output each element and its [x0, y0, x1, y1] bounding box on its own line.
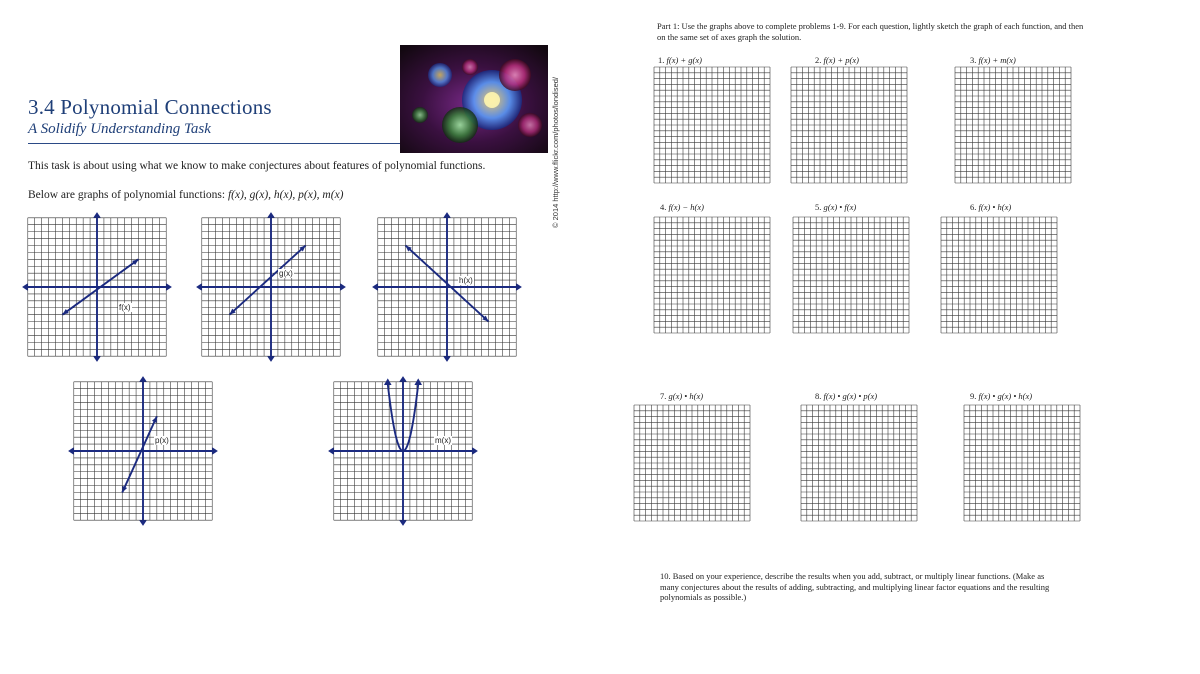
page-subtitle: A Solidify Understanding Task — [28, 121, 211, 137]
problem-expression: f(x) − h(x) — [668, 202, 704, 212]
answer-grid[interactable] — [633, 404, 751, 522]
function-label: p(x) — [155, 436, 169, 445]
problem-label — [815, 55, 859, 65]
axis-arrow — [472, 447, 478, 455]
problem-number: 4. — [660, 202, 669, 212]
axis-arrow — [443, 212, 451, 218]
graph-canvas — [374, 214, 520, 360]
graph-canvas — [198, 214, 344, 360]
answer-grid[interactable] — [800, 404, 918, 522]
problem-expression: f(x) + g(x) — [666, 55, 702, 65]
axis-arrow — [399, 520, 407, 526]
axis-arrow — [139, 376, 147, 382]
function-curve — [122, 416, 157, 492]
answer-grid[interactable] — [792, 216, 910, 334]
problem-expression: g(x) • f(x) — [823, 202, 857, 212]
problem-label — [815, 391, 877, 401]
problem-expression: f(x) + m(x) — [978, 55, 1016, 65]
problem-number: 3. — [970, 55, 979, 65]
problem-label — [970, 202, 1011, 212]
problem-number: 5. — [815, 202, 824, 212]
axis-arrow — [372, 283, 378, 291]
graph-g — [202, 218, 348, 364]
problem-expression: f(x) • h(x) — [978, 202, 1012, 212]
problem-number: 6. — [970, 202, 979, 212]
axis-arrow — [212, 447, 218, 455]
problem-expression: f(x) • g(x) • p(x) — [823, 391, 878, 401]
problem-number: 7. — [660, 391, 669, 401]
graph-p — [74, 382, 220, 528]
axis-arrow — [196, 283, 202, 291]
graph-f — [28, 218, 174, 364]
problem-expression: f(x) + p(x) — [823, 55, 859, 65]
function-label: m(x) — [435, 436, 451, 445]
graph-h — [378, 218, 524, 364]
problem-expression: f(x) • g(x) • h(x) — [978, 391, 1033, 401]
function-label: g(x) — [279, 269, 293, 278]
intro-text: This task is about using what we know to make conjectures about features of polynomial functions. — [28, 160, 486, 172]
axis-arrow — [340, 283, 346, 291]
answer-grid[interactable] — [790, 66, 908, 184]
answer-grid[interactable] — [940, 216, 1058, 334]
axis-arrow — [22, 283, 28, 291]
fractal-image — [400, 45, 548, 153]
graphs-intro-functions: f(x), g(x), h(x), p(x), m(x) — [227, 189, 344, 201]
function-label: h(x) — [459, 276, 473, 285]
photo-credit: © 2014 http://www.flickr.com/photos/londised/ — [551, 76, 560, 228]
graph-canvas — [24, 214, 170, 360]
axis-arrow — [267, 212, 275, 218]
answer-grid[interactable] — [653, 66, 771, 184]
problem-label — [660, 202, 704, 212]
page-title: 3.4 Polynomial Connections — [28, 95, 272, 119]
graphs-intro — [28, 189, 344, 201]
question-10: 10. Based on your experience, describe the results when you add, subtract, or multiply linear functions. (Make as many conjectures about the results of adding, subtracting, and multiplying linear factor equations and the resulting polynomials as possible.) — [660, 571, 1050, 602]
part1-instructions: Part 1: Use the graphs above to complete problems 1-9. For each question, lightly sketch the graph of each function, and then on the same set of axes graph the solution. — [657, 21, 1084, 42]
problem-number: 8. — [815, 391, 824, 401]
graph-canvas — [70, 378, 216, 524]
problem-label — [660, 391, 703, 401]
problem-label — [658, 55, 702, 65]
axis-arrow — [267, 356, 275, 362]
answer-grid[interactable] — [653, 216, 771, 334]
axis-arrow — [139, 520, 147, 526]
function-label: f(x) — [119, 303, 131, 312]
problem-label — [970, 391, 1032, 401]
axis-arrow — [443, 356, 451, 362]
answer-grid[interactable] — [963, 404, 1081, 522]
problem-expression: g(x) • h(x) — [668, 391, 704, 401]
graphs-intro-text: Below are graphs of polynomial functions: — [28, 189, 226, 201]
problem-number: 1. — [658, 55, 667, 65]
axis-arrow — [68, 447, 74, 455]
axis-arrow — [166, 283, 172, 291]
problem-label — [815, 202, 856, 212]
axis-arrow — [516, 283, 522, 291]
graph-canvas — [330, 378, 476, 524]
axis-arrow — [93, 356, 101, 362]
problem-label — [970, 55, 1016, 65]
problem-number: 2. — [815, 55, 824, 65]
problem-number: 9. — [970, 391, 979, 401]
answer-grid[interactable] — [954, 66, 1072, 184]
axis-arrow — [399, 376, 407, 382]
axis-arrow — [328, 447, 334, 455]
graph-m — [334, 382, 480, 528]
axis-arrow — [93, 212, 101, 218]
